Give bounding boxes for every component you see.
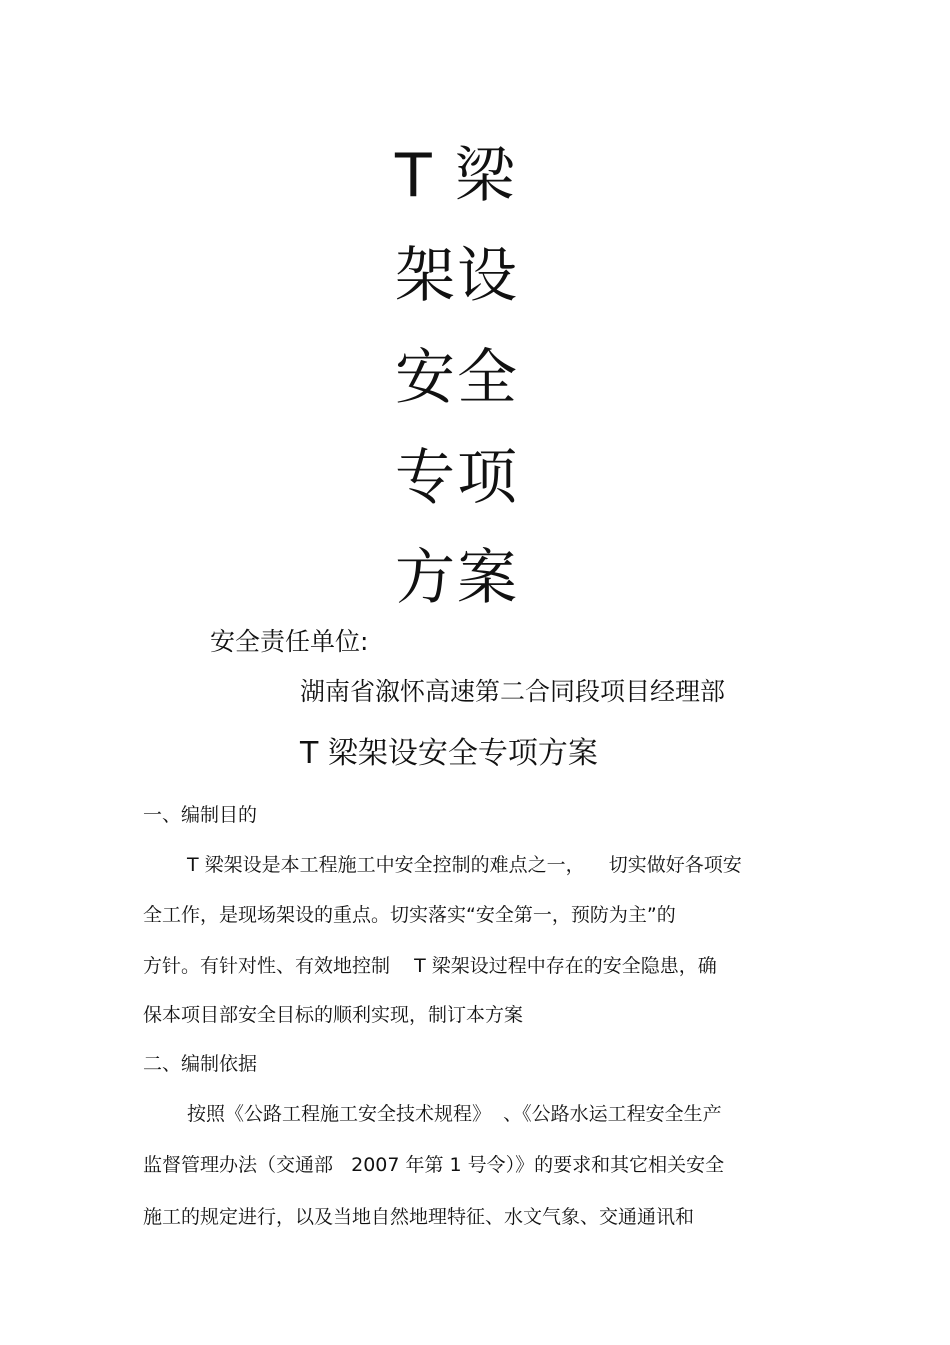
cover-title-line-2: 架设 bbox=[395, 241, 519, 311]
responsible-unit-name: 湖南省溆怀高速第二合同段项目经理部 bbox=[300, 677, 726, 706]
section-title-purpose: 一、编制目的 bbox=[143, 804, 258, 826]
paragraph-line: T 梁架设是本工程施工中安全控制的难点之一， 切实做好各项安 bbox=[187, 854, 742, 876]
responsible-unit-label: 安全责任单位: bbox=[210, 627, 369, 656]
paragraph-line: 方针。有针对性、有效地控制 T 梁架设过程中存在的安全隐患，确 bbox=[143, 955, 717, 977]
document-heading: T 梁架设安全专项方案 bbox=[300, 736, 598, 771]
cover-title-line-3: 安全 bbox=[395, 343, 519, 413]
cover-title-line-4: 专项 bbox=[395, 443, 519, 513]
paragraph-line: 保本项目部安全目标的顺利实现，制订本方案 bbox=[143, 1004, 524, 1026]
paragraph-line: 全工作，是现场架设的重点。切实落实“安全第一，预防为主”的 bbox=[143, 904, 676, 926]
cover-title-line-5: 方案 bbox=[395, 543, 519, 613]
paragraph-line: 按照《公路工程施工安全技术规程》 、《公路水运工程安全生产 bbox=[187, 1103, 722, 1125]
paragraph-line: 监督管理办法（交通部 2007 年第 1 号令）》的要求和其它相关安全 bbox=[143, 1154, 725, 1176]
cover-title-line-1: T 梁 bbox=[395, 141, 517, 211]
section-title-basis: 二、编制依据 bbox=[143, 1053, 258, 1075]
paragraph-line: 施工的规定进行，以及当地自然地理特征、水文气象、交通通讯和 bbox=[143, 1206, 695, 1228]
